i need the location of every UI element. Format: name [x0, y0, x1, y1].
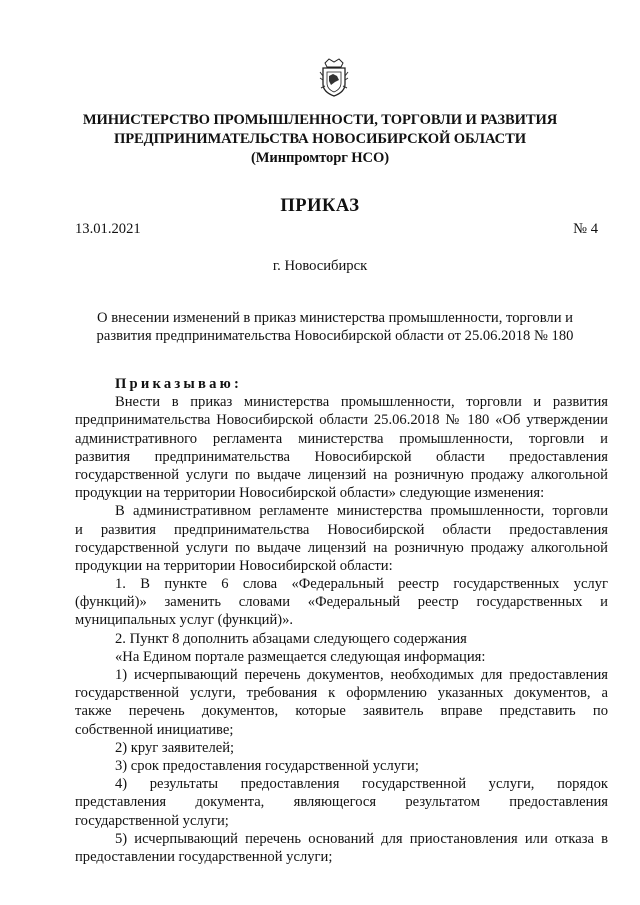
- order-directive-heading: Приказываю:: [115, 376, 243, 392]
- body-line: продукции на территории Новосибирской области:: [75, 557, 393, 574]
- body-line: (функций)» заменить словами «Федеральный реестр государственных и: [75, 594, 608, 611]
- body-line: государственной услуги, требования к оформлению указанных документов, а: [75, 685, 608, 702]
- body-line: «На Едином портале размещается следующая информация:: [115, 648, 486, 665]
- body-line: Внести в приказ министерства промышленности, торговли и развития: [115, 394, 608, 411]
- document-number: № 4: [573, 221, 598, 237]
- body-line: 4) результаты предоставления государственной услуги, порядок: [115, 776, 608, 793]
- body-line: В административном регламенте министерства промышленности, торговли: [115, 503, 608, 520]
- body-line: 1) исчерпывающий перечень документов, необходимых для предоставления: [115, 667, 608, 684]
- body-line: также перечень документов, которые заявитель вправе представить по: [75, 703, 608, 720]
- body-line: 2. Пункт 8 дополнить абзацами следующего содержания: [115, 630, 467, 647]
- body-line: государственной услуги по выдаче лицензий на розничную продажу алкогольной: [75, 466, 608, 483]
- ministry-short-name: (Минпромторг НСО): [250, 150, 389, 166]
- body-line: административного регламента министерства промышленности, торговли и: [75, 430, 608, 447]
- body-line: 1. В пункте 6 слова «Федеральный реестр государственных услуг: [115, 576, 608, 593]
- body-line: предоставлении государственной услуги;: [75, 848, 333, 865]
- body-line: государственной услуги;: [75, 812, 229, 829]
- document-body: [75, 375, 608, 866]
- body-line: и развития предпринимательства Новосибирской области предоставления: [75, 521, 608, 538]
- ministry-name-line1: МИНИСТЕРСТВО ПРОМЫШЛЕННОСТИ, ТОРГОВЛИ И РАЗВИТИЯ: [82, 112, 558, 128]
- body-line: собственной инициативе;: [75, 721, 234, 738]
- document-city: г. Новосибирск: [272, 258, 368, 274]
- body-line: продукции на территории Новосибирской области» следующие изменения:: [75, 485, 545, 502]
- coat-of-arms-icon: [319, 58, 349, 98]
- body-line: 3) срок предоставления государственной услуги;: [115, 757, 419, 774]
- subject-line: развития предпринимательства Новосибирской области от 25.06.2018 № 180: [96, 328, 574, 344]
- body-line: муниципальных услуг (функций)».: [75, 612, 294, 629]
- body-line: 5) исчерпывающий перечень оснований для приостановления или отказа в: [115, 830, 608, 847]
- body-line: государственной услуги по выдаче лицензий на розничную продажу алкогольной: [75, 539, 608, 556]
- body-line: 2) круг заявителей;: [115, 739, 235, 756]
- body-line: предпринимательства Новосибирской области 25.06.2018 № 180 «Об утверждении: [75, 412, 608, 429]
- body-line: представления документа, являющегося результатом предоставления: [75, 794, 608, 811]
- document-subject: [75, 309, 595, 345]
- document-date: 13.01.2021: [75, 221, 141, 237]
- ministry-name-line2: ПРЕДПРИНИМАТЕЛЬСТВА НОВОСИБИРСКОЙ ОБЛАСТИ: [113, 131, 526, 147]
- document-title: ПРИКАЗ: [280, 196, 360, 216]
- subject-line: О внесении изменений в приказ министерства промышленности, торговли и: [97, 310, 573, 326]
- body-line: развития предпринимательства Новосибирской области предоставления: [75, 448, 608, 465]
- ministry-header: [40, 111, 600, 168]
